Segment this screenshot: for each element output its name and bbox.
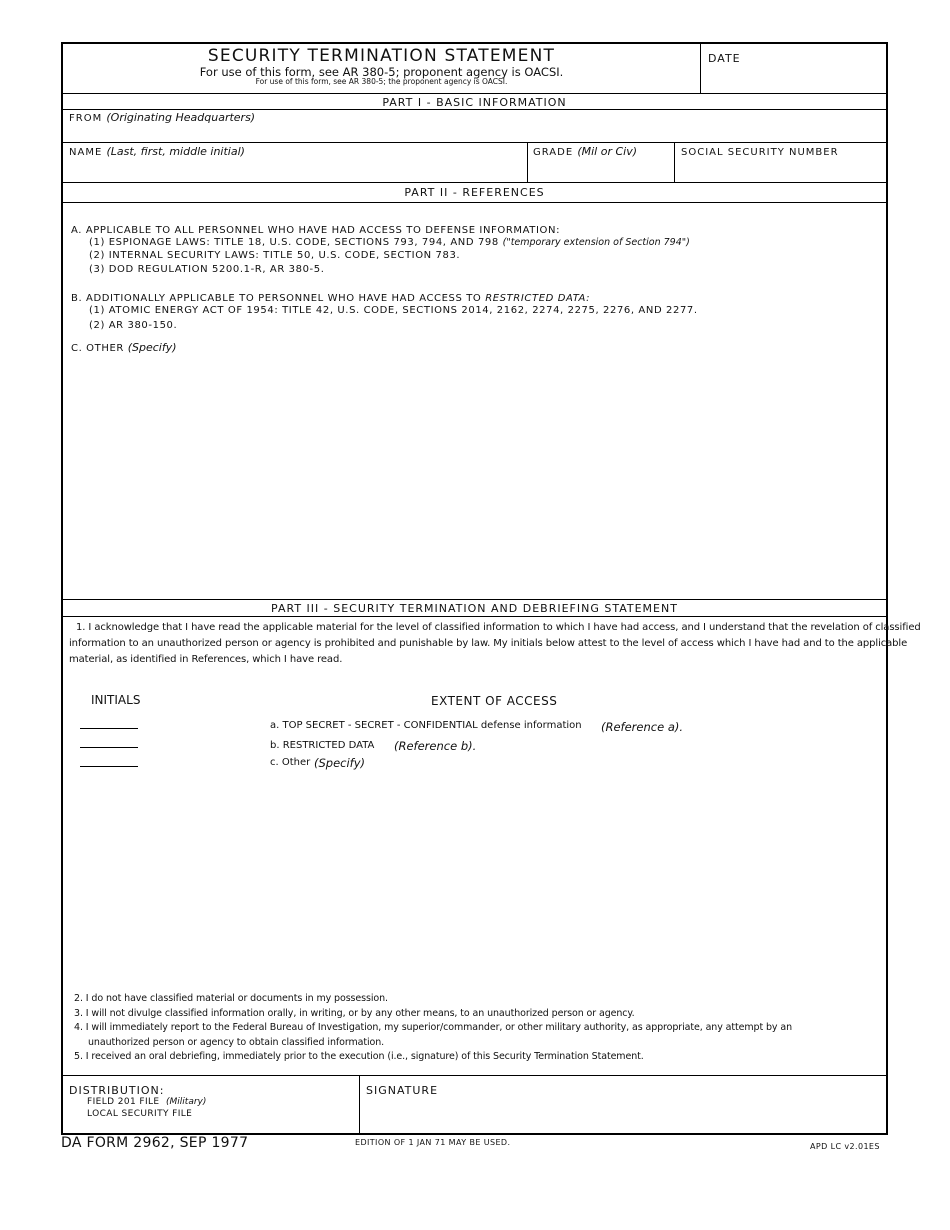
extent-b: b. RESTRICTED DATA (270, 740, 375, 751)
grade-label (533, 145, 637, 158)
extent-c-ref: (Specify) (314, 756, 366, 770)
statement-5: 5. I received an oral debriefing, immediately prior to the execution (i.e., signature) of this Security Termination Statement. (74, 1051, 644, 1062)
divider (63, 202, 886, 203)
extent-a: a. TOP SECRET - SECRET - CONFIDENTIAL defense information (270, 720, 582, 731)
ref-c-text: C. OTHER (71, 343, 124, 354)
form-subtitle: For use of this form, see AR 380-5; proponent agency is OACSI. (199, 65, 564, 79)
ref-a1-note: ("temporary extension of Section 794") (502, 237, 690, 248)
form-border (61, 42, 921, 1135)
ref-a-line: A. APPLICABLE TO ALL PERSONNEL WHO HAVE HAD ACCESS TO DEFENSE INFORMATION: (71, 225, 561, 236)
ref-b2: (2) AR 380-150. (89, 320, 178, 331)
divider (63, 93, 886, 94)
divider (359, 1075, 360, 1133)
from-label-text: FROM (69, 113, 103, 124)
divider (63, 1075, 886, 1076)
part3-heading: PART III - SECURITY TERMINATION AND DEBRIEFING STATEMENT (271, 602, 678, 615)
para1-line1: 1. I acknowledge that I have read the applicable material for the level of classified information to which I have had access, and I understand that the revelation of classified (76, 622, 921, 633)
ref-b-line (71, 293, 590, 304)
other-references-field[interactable] (71, 358, 881, 596)
divider (63, 182, 886, 183)
extent-other-field[interactable] (270, 776, 880, 986)
extent-a-ref: (Reference a). (601, 720, 684, 734)
para1-line3: material, as identified in References, which I have read. (69, 654, 343, 665)
extent-b-ref: (Reference b). (394, 739, 477, 753)
distribution-item-1-hint: (Military) (166, 1097, 207, 1107)
divider (63, 599, 886, 600)
ref-a1-text: (1) ESPIONAGE LAWS: TITLE 18, U.S. CODE, SECTIONS 793, 794, AND 798 (89, 237, 499, 248)
extent-c: c. Other (270, 757, 311, 768)
ref-b-restricted: RESTRICTED DATA: (485, 293, 591, 304)
grade-label-text: GRADE (533, 147, 574, 158)
initials-line-c[interactable] (80, 766, 138, 767)
form-subtitle-small: For use of this form, see AR 380-5; the proponent agency is OACSI. (255, 77, 508, 86)
acknowledgement-paragraph (69, 620, 921, 668)
edition-note: EDITION OF 1 JAN 71 MAY BE USED. (355, 1138, 511, 1147)
form-title: SECURITY TERMINATION STATEMENT (207, 46, 556, 66)
name-hint: (Last, first, middle initial) (106, 145, 245, 158)
date-field[interactable] (703, 62, 885, 92)
version-label: APD LC v2.01ES (810, 1142, 880, 1151)
initials-line-b[interactable] (80, 747, 138, 748)
statement-4-line2: unauthorized person or agency to obtain classified information. (88, 1036, 385, 1048)
signature-label: SIGNATURE (366, 1084, 439, 1097)
grade-field[interactable] (531, 158, 671, 180)
name-label-text: NAME (69, 147, 103, 158)
from-field[interactable] (67, 122, 882, 142)
distribution-label: DISTRIBUTION: (69, 1084, 165, 1097)
divider (63, 616, 886, 617)
ref-a3: (3) DOD REGULATION 5200.1-R, AR 380-5. (89, 264, 325, 275)
statement-4-line1: 4. I will immediately report to the Federal Bureau of Investigation, my superior/commander, or other military authority, as appropriate, any attempt by an (74, 1022, 793, 1033)
ssn-label: SOCIAL SECURITY NUMBER (681, 147, 839, 158)
ssn-field[interactable] (678, 158, 883, 180)
distribution-item-1-text: FIELD 201 FILE (87, 1097, 160, 1107)
part1-heading: PART I - BASIC INFORMATION (382, 96, 567, 109)
form-number: DA FORM 2962, SEP 1977 (61, 1135, 249, 1151)
ref-a2: (2) INTERNAL SECURITY LAWS: TITLE 50, U.S. CODE, SECTION 783. (89, 250, 461, 261)
form-title-block (63, 46, 700, 86)
divider (674, 142, 675, 182)
grade-hint: (Mil or Civ) (577, 145, 638, 158)
part2-heading: PART II - REFERENCES (404, 186, 545, 199)
extent-label: EXTENT OF ACCESS (431, 694, 558, 708)
statement-2: 2. I do not have classified material or documents in my possession. (74, 993, 388, 1004)
date-label: DATE (708, 52, 741, 65)
initials-line-a[interactable] (80, 728, 138, 729)
divider (63, 109, 886, 110)
distribution-item-1 (87, 1097, 206, 1107)
divider (63, 142, 886, 143)
ref-b1: (1) ATOMIC ENERGY ACT OF 1954: TITLE 42, U.S. CODE, SECTIONS 2014, 2162, 2274, 2275, 2276, AND 2277. (89, 305, 698, 316)
distribution-item-2: LOCAL SECURITY FILE (87, 1109, 193, 1119)
divider (527, 142, 528, 182)
ref-c-hint: (Specify) (127, 341, 177, 354)
from-hint: (Originating Headquarters) (106, 111, 256, 124)
ref-c-line (71, 341, 177, 354)
statement-3: 3. I will not divulge classified information orally, in writing, or by any other means, to an unauthorized person or agency. (74, 1007, 635, 1019)
ref-a1 (89, 237, 690, 248)
initials-label: INITIALS (91, 693, 141, 707)
name-label (69, 145, 245, 158)
statements-list (74, 992, 792, 1065)
signature-field[interactable] (366, 1099, 881, 1129)
divider (700, 44, 701, 93)
ref-b-text: B. ADDITIONALLY APPLICABLE TO PERSONNEL WHO HAVE HAD ACCESS TO (71, 293, 482, 304)
para1-line2: information to an unauthorized person or agency is prohibited and punishable by law. My initials below attest to the level of access which I have had and to the applicable (69, 638, 908, 649)
name-field[interactable] (67, 158, 522, 180)
